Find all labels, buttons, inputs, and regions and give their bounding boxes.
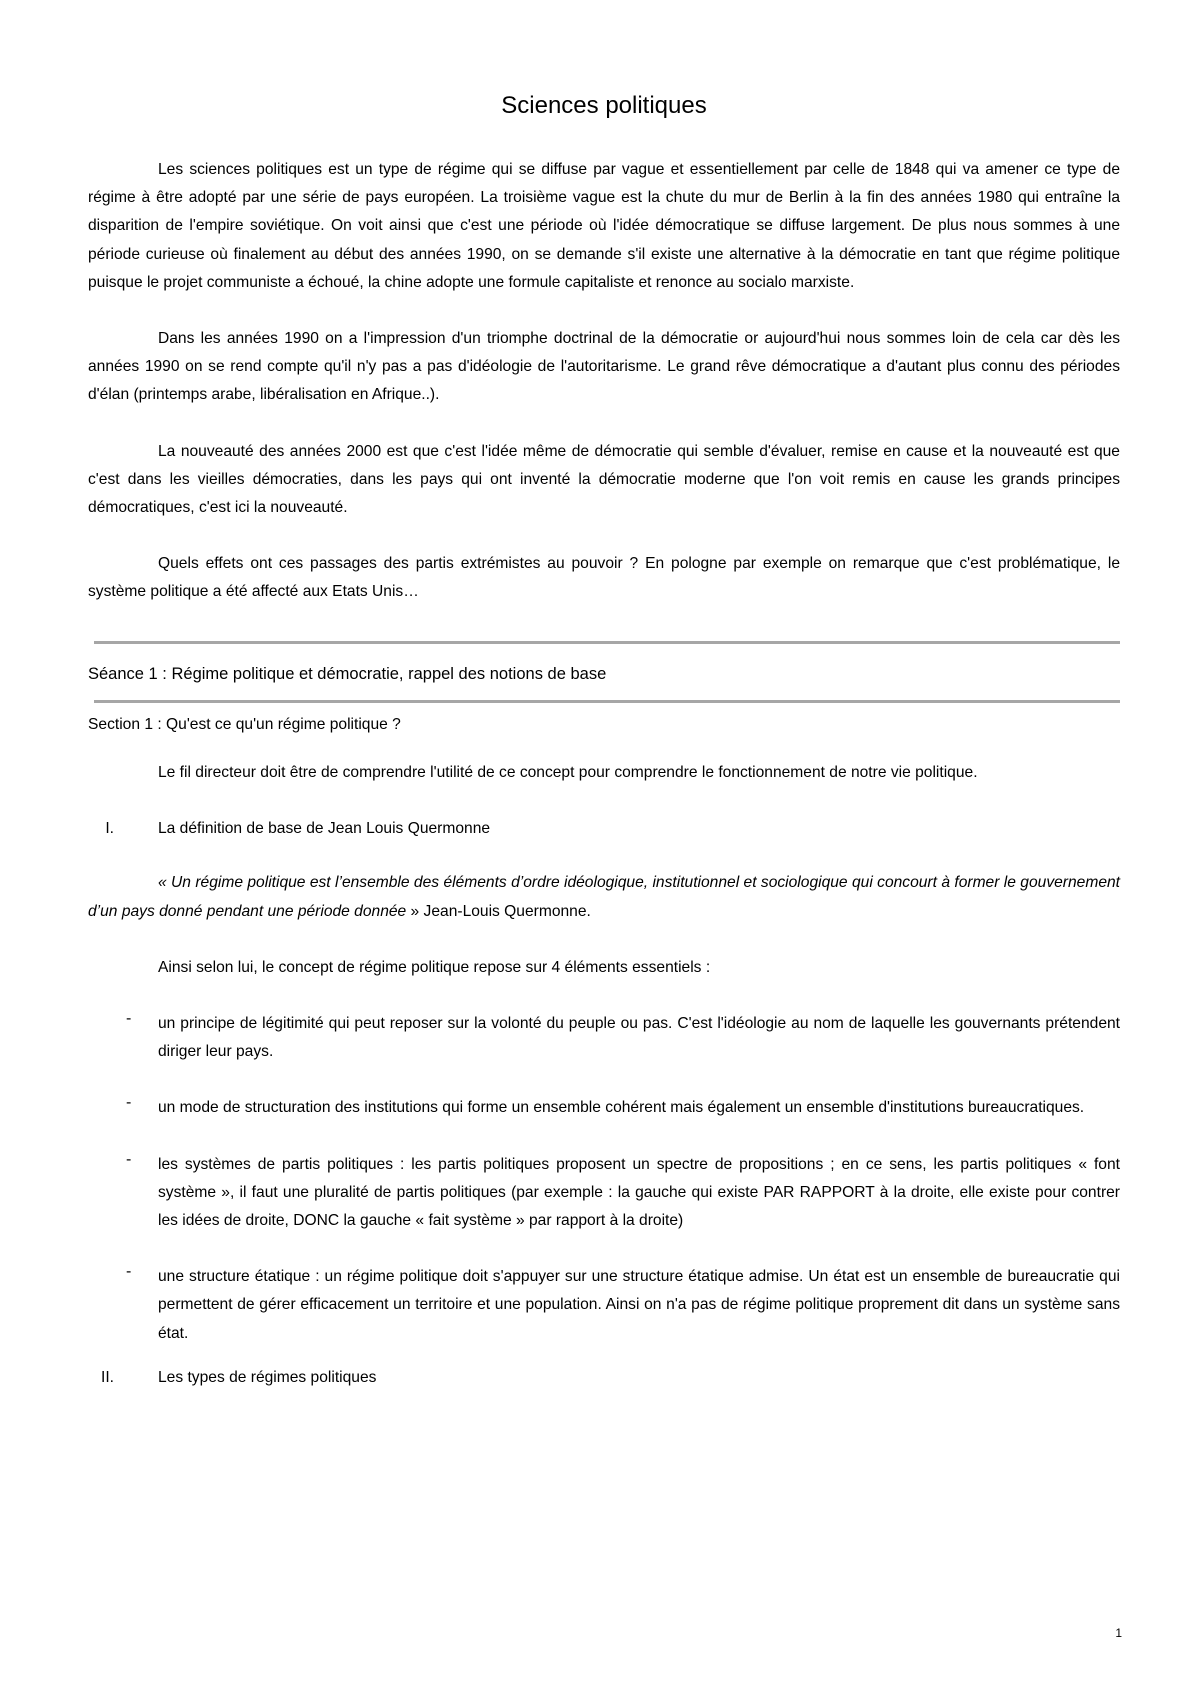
list-item xyxy=(88,1094,1120,1122)
part-2-heading xyxy=(88,1364,1120,1392)
section-intro: Le fil directeur doit être de comprendre l'utilité de ce concept pour comprendre le fonctionnement de notre vie politique. xyxy=(158,764,978,782)
list-item-text: les systèmes de partis politiques : les partis politiques proposent un spectre de propositions ; en ce sens, les partis politiques « font système », il faut une pluralité de partis politiques (par exemple : la gauche qui existe PAR RAPPORT à la droite, elle existe pour contrer les idées de droite, DONC la gauche « fait système » par rapport à la droite) xyxy=(158,1155,1120,1230)
bullet-marker: - xyxy=(126,1150,132,1168)
list-item xyxy=(88,1151,1120,1236)
bullet-marker: - xyxy=(126,1094,132,1112)
bullet-marker: - xyxy=(126,1263,132,1281)
intro-paragraph-4: Quels effets ont ces passages des partis extrémistes au pouvoir ? En pologne par exemple on remarque que c'est problématique, le système politique a été affecté aux Etats Unis… xyxy=(88,555,1120,601)
part-1-heading xyxy=(88,815,1120,843)
intro-paragraph-1: Les sciences politiques est un type de régime qui se diffuse par vague et essentiellement par celle de 1848 qui va amener ce type de régime à être adopté par une série de pays européen. La troisième vague est la chute du mur de Berlin à la fin des années 1980 qui entraîne la disparition de l'empire soviétique. On voit ainsi que c'est une période où l'idée démocratique se diffuse largement. De plus nous sommes à une période curieuse où finalement au début des années 1990, on se demande s'il existe une alternative à la démocratie en tant que régime politique puisque le projet communiste a échoué, la chine adopte une formule capitaliste et renonce au socialo marxiste. xyxy=(88,161,1120,291)
part-2-title: Les types de régimes politiques xyxy=(158,1368,377,1386)
quote-text: « Un régime politique est l’ensemble des éléments d’ordre idéologique, institutionnel et sociologique qui concourt à former le gouvernement d’un pays donné pendant une période donnée xyxy=(88,874,1120,920)
bullet-marker: - xyxy=(126,1010,132,1028)
part-1-title: La définition de base de Jean Louis Quermonne xyxy=(158,820,491,838)
intro-paragraph-2: Dans les années 1990 on a l'impression d'un triomphe doctrinal de la démocratie or aujourd'hui nous sommes loin de cela car dès les années 1990 on se rend compte qu'il n'y pas a pas d'idéologie de l'autoritarisme. Le grand rêve démocratique a d'autant plus connu des périodes d'élan (printemps arabe, libéralisation en Afrique..). xyxy=(88,330,1120,404)
list-item xyxy=(88,1010,1120,1066)
document-page xyxy=(88,92,1120,1418)
list-item-text: une structure étatique : un régime politique doit s'appuyer sur une structure étatique admise. Un état est un ensemble de bureaucratie qui permettent de gérer efficacement un territoire et une population. Ainsi on n'a pas de régime politique proprement dit dans un système sans état. xyxy=(158,1268,1120,1342)
list-item-text: un mode de structuration des institutions qui forme un ensemble cohérent mais également un ensemble d'institutions bureaucratiques. xyxy=(158,1099,1085,1117)
intro-paragraph-3: La nouveauté des années 2000 est que c'est l'idée même de démocratie qui semble d'évaluer, remise en cause et la nouveauté est que c'est dans les vieilles démocraties, dans les pays qui ont inventé la démocratie moderne que l'on voit remis en cause les grands principes démocratiques, c'est ici la nouveauté. xyxy=(88,442,1120,517)
elements-intro: Ainsi selon lui, le concept de régime politique repose sur 4 éléments essentiels : xyxy=(158,958,711,976)
page-number: 1 xyxy=(1115,1626,1122,1640)
definition-quote xyxy=(88,869,1120,925)
list-item xyxy=(88,1263,1120,1348)
part-2-number: II. xyxy=(101,1368,114,1386)
document-title: Sciences politiques xyxy=(501,92,707,119)
section-heading: Section 1 : Qu'est ce qu'un régime politique ? xyxy=(88,715,401,733)
quote-attribution: » Jean-Louis Quermonne. xyxy=(406,902,591,920)
divider-bottom xyxy=(94,700,1120,703)
part-1-number: I. xyxy=(105,820,114,838)
list-item-text: un principe de légitimité qui peut reposer sur la volonté du peuple ou pas. C'est l'idéologie au nom de laquelle les gouvernants prétendent diriger leur pays. xyxy=(158,1015,1120,1061)
seance-heading: Séance 1 : Régime politique et démocratie, rappel des notions de base xyxy=(88,664,607,683)
divider-top xyxy=(94,641,1120,644)
